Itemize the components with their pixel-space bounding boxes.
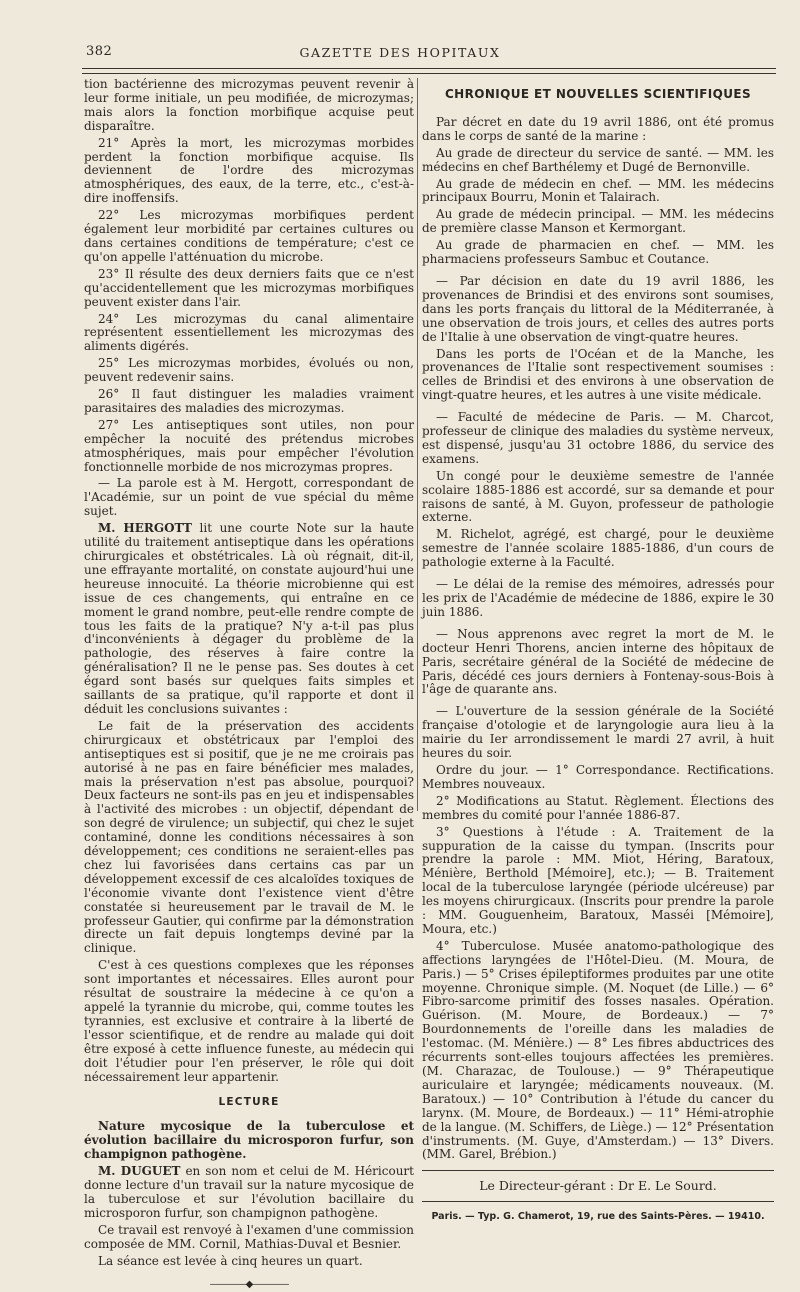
paragraph: — Par décision en date du 19 avril 1886, les provenances de Brindisi et des environs sont soumises, dans les ports français du littoral de la Méditerranée, à une observation de trois jours, et celles des autres ports de l'Italie à une observation de vingt-quatre heures. (422, 273, 774, 344)
paragraph: Au grade de médecin en chef. — MM. les médecins principaux Bourru, Monin et Talairach. (422, 176, 774, 205)
paragraph: — L'ouverture de la session générale de la Société française d'otologie et de laryngologie aura lieu à la mairie du Ier arrondissement le mardi 27 avril, à huit heures du soir. (422, 704, 774, 761)
paragraph: 21° Après la mort, les microzymas morbides perdent la fonction morbifique acquise. Ils deviennent de l'ordre des microzymas atmosphériques, des eaux, de la terre, etc., c'est-à-dire inoffensifs. (84, 135, 414, 206)
imprint: Paris. — Typ. G. Chamerot, 19, rue des Saints-Pères. — 19410. (431, 1211, 765, 1223)
paragraph: — Le délai de la remise des mémoires, adressés pour les prix de l'Académie de médecine de 1886, expire le 30 juin 1886. (422, 577, 774, 619)
paragraph: 23° Il résulte des deux derniers faits que ce n'est qu'accidentellement que les microzymas morbifiques peuvent exister dans l'air. (84, 266, 414, 309)
paragraph: Au grade de médecin principal. — MM. les médecins de première classe Manson et Kermorgant. (422, 207, 774, 236)
paragraph (84, 1165, 414, 1221)
paragraph: C'est à ces questions complexes que les réponses sont importantes et nécessaires. Elles auront pour résultat de soustraire la médecine à ce qu'on a appelé la tyrannie du microbe, qui, comme toutes les tyrannies, est exclusive et contraire à la liberté de l'essor scientifique, et de rendre au malade qui doit être exposé à cette influence funeste, au médecin qui doit l'étudier pour l'en préserver, le rôle qui doit nécessairement leur appartenir. (84, 958, 414, 1084)
speaker-text: en son nom et celui de M. Héricourt donne lecture d'un travail sur la nature mycosique de la tuberculose et sur l'évolution bacillaire du microsporon furfur, son champignon pathogène. (84, 1164, 414, 1220)
speaker-name: M. HERGOTT (98, 521, 192, 536)
ornament-divider: ————◆———— (209, 1279, 289, 1291)
paragraph: 3° Questions à l'étude : A. Traitement de la suppuration de la caisse du tympan. (Inscrits pour prendre la parole : MM. Miot, Héring, Baratoux, Ménière, Berthold [Mémoire], etc.); — B. Traitement local de la tuberculose laryngée (période ulcéreuse) par les moyens chirurgicaux. (Inscrits pour prendre la parole : MM. Gouguenheim, Baratoux, Masséi [Mémoire], Moura, etc.) (422, 824, 774, 936)
header-rule-double (82, 73, 776, 74)
speaker-text: lit une courte Note sur la haute utilité du traitement antiseptique dans les opérations chirurgicales et obstétricales. Là où régnait, dit-il, une effrayante mortalité, on constate aujourd'hui une heureuse innocuité. La théorie microbienne qui est issue de ces changements, qui entraîne en ce moment le grand nombre, peut-elle rendre compte de tous les faits de la pratique? N'y a-t-il pas plus d'inconvénients à dégager du problème de la pathologie, des réserves à faire contre la généralisation? Il ne le pense pas. Ses doutes à cet égard sont basés sur quelques faits simples et saillants de sa pratique, qu'il rapporte et dont il déduit les conclusions suivantes : (84, 521, 414, 716)
section-heading: LECTURE (218, 1096, 280, 1109)
section-heading: CHRONIQUE ET NOUVELLES SCIENTIFIQUES (444, 87, 752, 101)
header-rule (82, 68, 776, 69)
paragraph (84, 522, 414, 717)
right-column (422, 78, 774, 1224)
paragraph: Dans les ports de l'Océan et de la Manche, les provenances de l'Italie sont respectivement soumises : celles de Brindisi et des environs à une observation de vingt-quatre heures, et les autres à une visite médicale. (422, 346, 774, 403)
paragraph: 24° Les microzymas du canal alimentaire représentent essentiellement les microzymas des aliments digérés. (84, 311, 414, 354)
paragraph: tion bactérienne des microzymas peuvent revenir à leur forme initiale, un peu modifiée, de microzymas; mais alors la fonction morbifique acquise peut disparaître. (84, 77, 414, 133)
page-number: 382 (86, 44, 113, 59)
paragraph: La séance est levée à cinq heures un quart. (98, 1253, 363, 1268)
paragraph: Ordre du jour. — 1° Correspondance. Rectifications. Membres nouveaux. (422, 762, 774, 791)
left-column (84, 78, 414, 1292)
footer-rule (422, 1170, 774, 1171)
paragraph: — Faculté de médecine de Paris. — M. Charcot, professeur de clinique des maladies du système nerveux, est dispensé, jusqu'au 31 octobre 1886, du service des examens. (422, 410, 774, 466)
paragraph: Par décret en date du 19 avril 1886, ont été promus dans le corps de santé de la marine : (422, 114, 774, 143)
paragraph: 25° Les microzymas morbides, évolués ou non, peuvent redevenir sains. (84, 356, 414, 385)
signature: Le Directeur-gérant : Dr E. Le Sourd. (479, 1178, 717, 1194)
paragraph: — Nous apprenons avec regret la mort de M. le docteur Henri Thorens, ancien interne des hôpitaux de Paris, secrétaire général de la Société de médecine de Paris, décédé ces jours derniers à Fontenay-sous-Bois à l'âge de quarante ans. (422, 626, 774, 697)
paragraph: Au grade de pharmacien en chef. — MM. les pharmaciens professeurs Sambuc et Coutance. (422, 238, 774, 267)
paragraph: Le fait de la préservation des accidents chirurgicaux et obstétricaux par l'emploi des antiseptiques est si positif, que je ne me croirais pas autorisé à ne pas en faire bénéficier mes malades, mais la préservation n'est pas absolue, pourquoi? Deux facteurs ne sont-ils pas en jeu et indispensables à l'activité des microbes : un objectif, dépendant de son degré de virulence; un subjectif, qui chez le sujet contaminé, donne les conditions nécessaires à son développement; ces conditions ne seraient-elles pas chez lui favorisées dans certains cas par un développement excessif de ces alcaloïdes toxiques de l'économie vivante dont l'existence vient d'être constatée si heureusement par le travail de M. le professeur Gautier, qui confirme par la démonstration directe un fait depuis longtemps deviné par la clinique. (84, 718, 414, 956)
paragraph: M. Richelot, agrégé, est chargé, pour le deuxième semestre de l'année scolaire 1885-1886, d'un cours de pathologie externe à la Faculté. (422, 527, 774, 570)
paragraph: Au grade de directeur du service de santé. — MM. les médecins en chef Barthélemy et Dugé de Bernonville. (422, 145, 774, 174)
paragraph: Un congé pour le deuxième semestre de l'année scolaire 1885-1886 est accordé, sur sa demande et pour raisons de santé, à M. Guyon, professeur de pathologie externe. (422, 468, 774, 525)
footer-rule (422, 1201, 774, 1202)
paragraph: 2° Modifications au Statut. Règlement. Élections des membres du comité pour l'année 1886-87. (422, 793, 774, 822)
paragraph: Ce travail est renvoyé à l'examen d'une commission composée de MM. Cornil, Mathias-Duval et Besnier. (84, 1222, 414, 1251)
column-divider (417, 78, 418, 811)
speaker-name: M. DUGUET (98, 1164, 181, 1179)
lecture-title: Nature mycosique de la tuberculose et évolution bacillaire du microsporon furfur, son champignon pathogène. (84, 1119, 414, 1162)
paragraph: 27° Les antiseptiques sont utiles, non pour empêcher la nocuité des prétendus microbes atmosphériques, mais pour empêcher l'évolution fonctionnelle morbide de nos microzymas propres. (84, 417, 414, 474)
running-head: GAZETTE DES HOPITAUX (299, 45, 501, 60)
paragraph: 4° Tuberculose. Musée anatomo-pathologique des affections laryngées de l'Hôtel-Dieu. (M. Moura, de Paris.) — 5° Crises épileptiformes produites par une otite moyenne. Chronique simple. (M. Noquet (de Lille.) — 6° Fibro-sarcome primitif des fosses nasales. Opération. Guérison. (M. Moure, de Bordeaux.) — 7° Bourdonnements de l'oreille dans les maladies de l'estomac. (M. Ménière.) — 8° Les fibres abductrices des récurrents sont-elles toujours affectées les premières. (M. Charazac, de Toulouse.) — 9° Thérapeutique auriculaire et laryngée; médicaments nouveaux. (M. Baratoux.) — 10° Contribution à l'étude du cancer du larynx. (M. Moure, de Bordeaux.) — 11° Hémi-atrophie de la langue. (M. Schiffers, de Liège.) — 12° Présentation d'instruments. (M. Guye, d'Amsterdam.) — 13° Divers. (MM. Garel, Brébion.) (422, 938, 774, 1162)
paragraph: — La parole est à M. Hergott, correspondant de l'Académie, sur un point de vue spécial du même sujet. (84, 476, 414, 519)
paragraph: 22° Les microzymas morbifiques perdent également leur morbidité par certaines cultures ou dans certaines conditions de température; c'est ce qu'on appelle l'atténuation du microbe. (84, 208, 414, 264)
paragraph: 26° Il faut distinguer les maladies vraiment parasitaires des maladies des microzymas. (84, 387, 414, 415)
